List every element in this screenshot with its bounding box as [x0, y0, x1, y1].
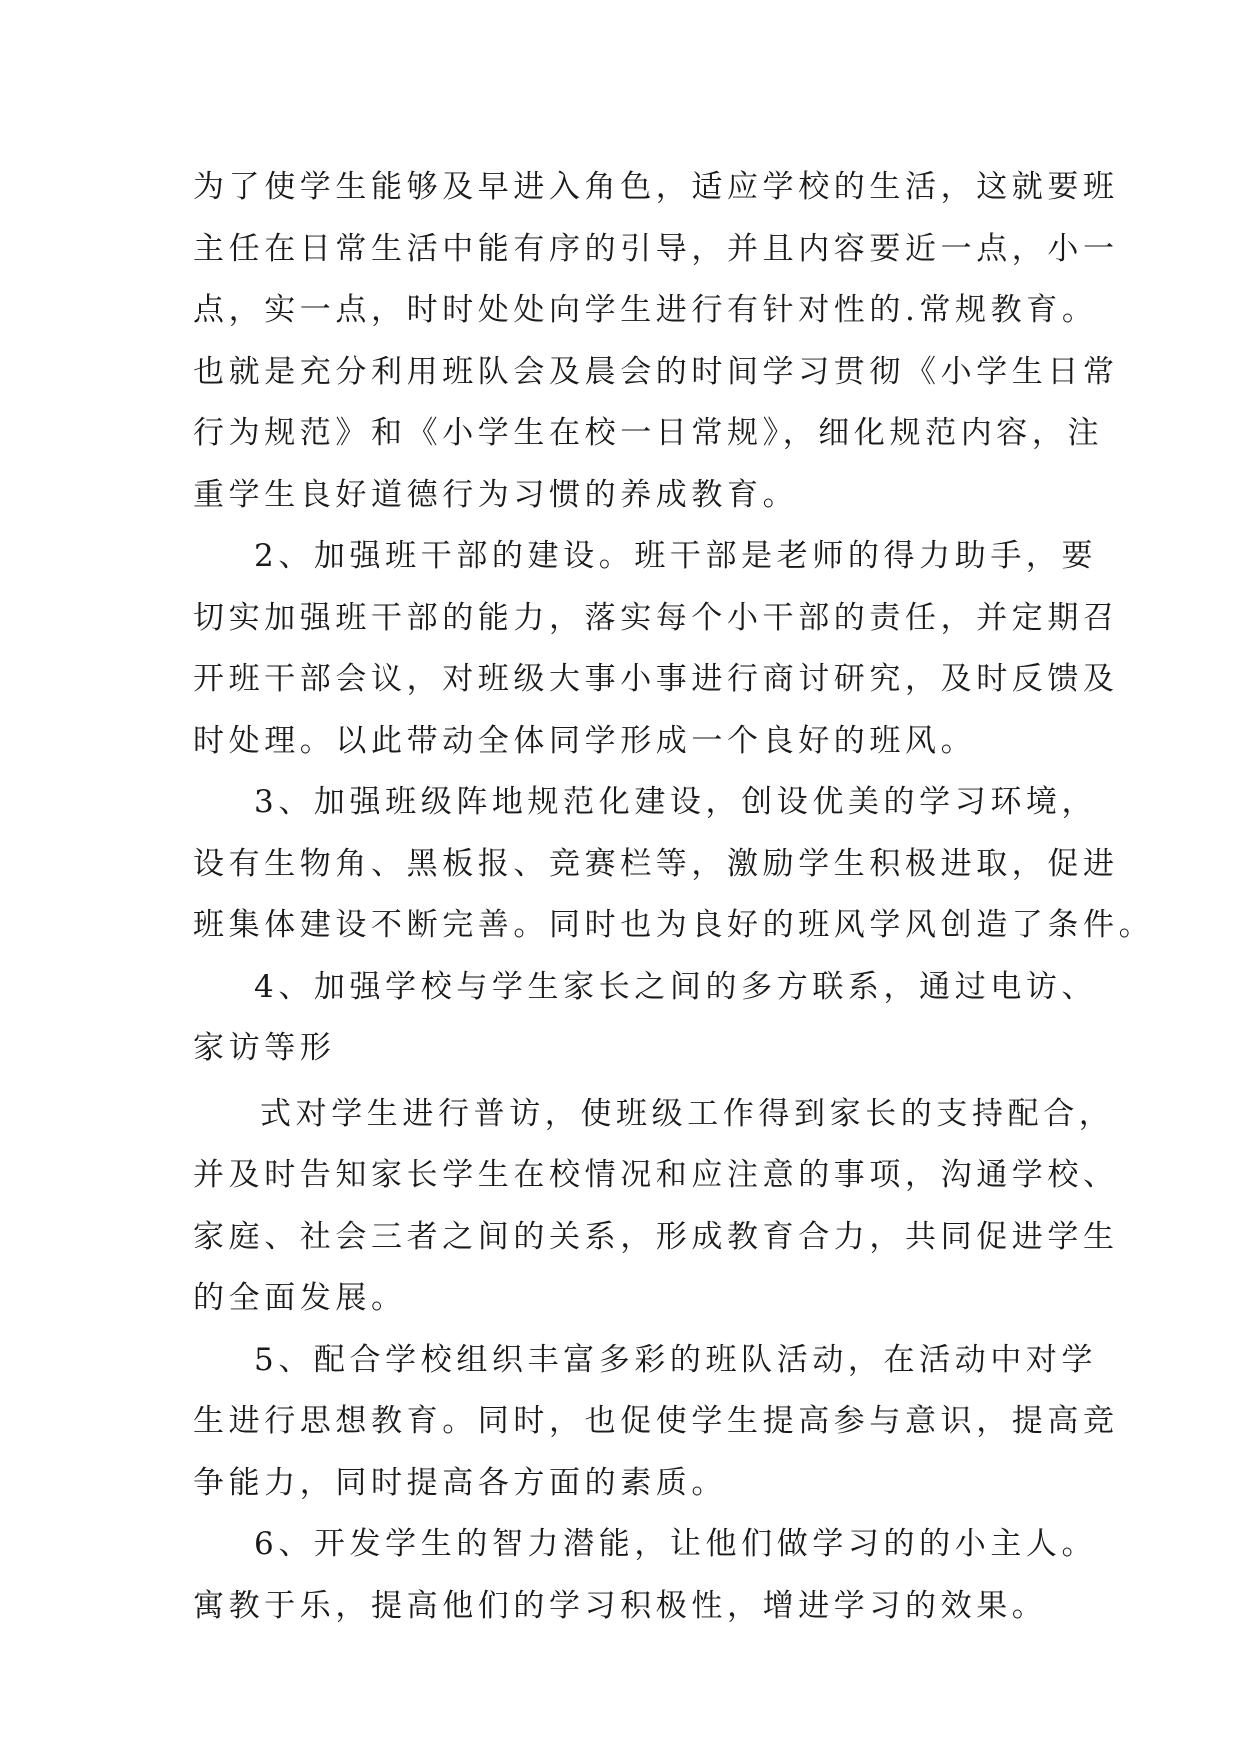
paragraph-line: 主任在日常生活中能有序的引导，并且内容要近一点，小一 [193, 231, 1119, 267]
paragraph-line: 争能力，同时提高各方面的素质。 [193, 1465, 727, 1501]
paragraph-line: 也就是充分利用班队会及晨会的时间学习贯彻《小学生日常 [193, 354, 1119, 390]
paragraph-line: 家庭、社会三者之间的关系，形成教育合力，共同促进学生 [193, 1219, 1119, 1255]
paragraph-line: 行为规范》和《小学生在校一日常规》，细化规范内容，注 [193, 415, 1104, 451]
paragraph-line: 生进行思想教育。同时，也促使学生提高参与意识，提高竞 [193, 1403, 1119, 1439]
paragraph-line: 重学生良好道德行为习惯的养成教育。 [193, 477, 799, 513]
paragraph-line: 开班干部会议，对班级大事小事进行商讨研究，及时反馈及 [193, 661, 1119, 697]
numbered-item-4: 4、加强学校与学生家长之间的多方联系，通过电访、 [254, 969, 1098, 1005]
paragraph-line: 班集体建设不断完善。同时也为良好的班风学风创造了条件。 [193, 907, 1155, 943]
paragraph-line: 切实加强班干部的能力，落实每个小干部的责任，并定期召 [193, 600, 1119, 636]
paragraph-line: 点，实一点，时时处处向学生进行有针对性的.常规教育。 [193, 292, 1098, 328]
paragraph-line: 家访等形 [193, 1030, 336, 1066]
paragraph-line: 时处理。以此带动全体同学形成一个良好的班风。 [193, 723, 977, 759]
numbered-item-2: 2、加强班干部的建设。班干部是老师的得力助手，要 [254, 538, 1098, 574]
numbered-item-5: 5、配合学校组织丰富多彩的班队活动，在活动中对学 [254, 1342, 1098, 1378]
paragraph-line: 寓教于乐，提高他们的学习积极性，增进学习的效果。 [193, 1588, 1048, 1624]
paragraph-line: 式对学生进行普访，使班级工作得到家长的支持配合， [260, 1096, 1115, 1132]
numbered-item-3: 3、加强班级阵地规范化建设，创设优美的学习环境， [254, 784, 1098, 820]
paragraph-line: 并及时告知家长学生在校情况和应注意的事项，沟通学校、 [193, 1157, 1119, 1193]
numbered-item-6: 6、开发学生的智力潜能，让他们做学习的的小主人。 [254, 1526, 1098, 1562]
paragraph-line: 为了使学生能够及早进入角色，适应学校的生活，这就要班 [193, 169, 1119, 205]
paragraph-line: 设有生物角、黑板报、竞赛栏等，激励学生积极进取，促进 [193, 846, 1119, 882]
paragraph-line: 的全面发展。 [193, 1280, 407, 1316]
